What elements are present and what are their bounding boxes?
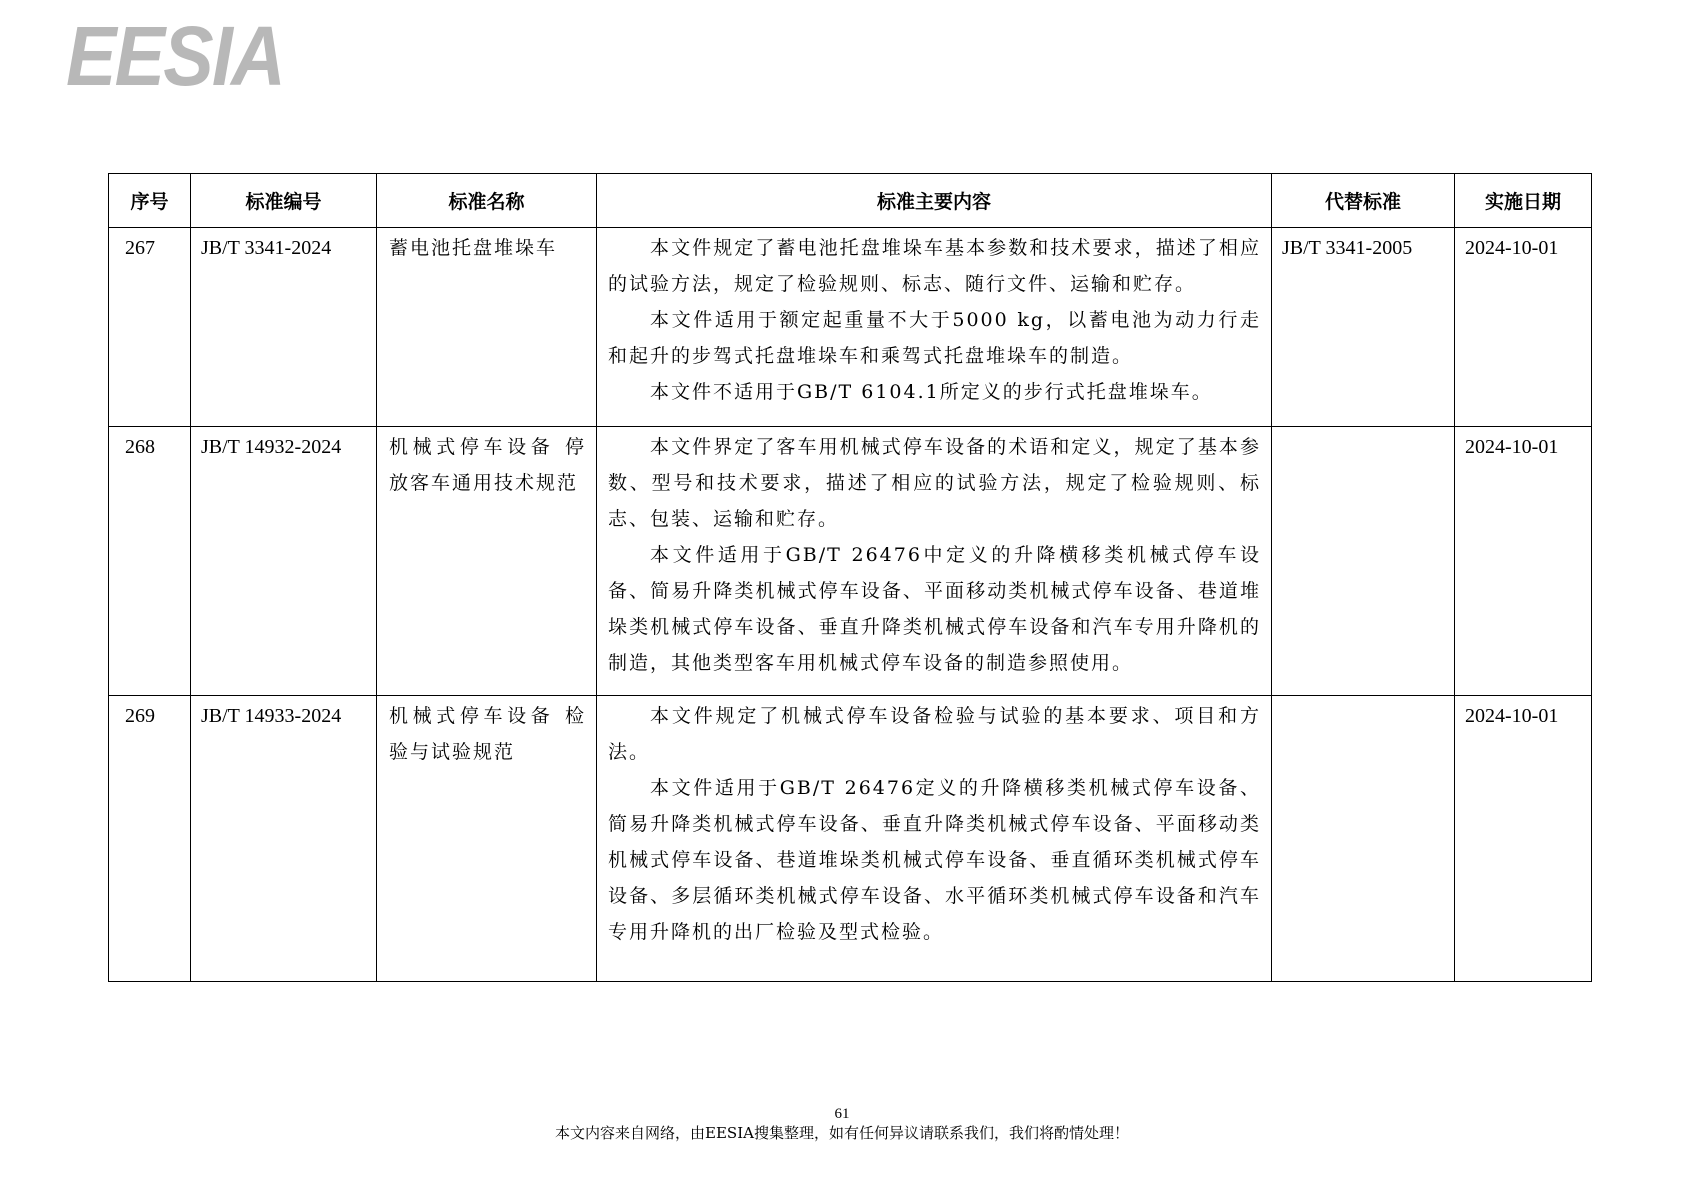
- table-row: [109, 696, 1592, 982]
- content-paragraph: 本文件不适用于GB/T 6104.1所定义的步行式托盘堆垛车。: [650, 381, 1213, 403]
- table-row: [109, 228, 1592, 427]
- cell-number: 269: [109, 696, 191, 982]
- cell-effective-date: 2024-10-01: [1455, 228, 1592, 427]
- page-number: 61: [834, 1106, 850, 1122]
- cell-standard-name: 蓄电池托盘堆垛车: [377, 228, 597, 427]
- cell-replaces: JB/T 3341-2005: [1272, 228, 1455, 427]
- content-paragraph: 本文件适用于GB/T 26476定义的升降横移类机械式停车设备、简易升降类机械式停车设备、垂直升降类机械式停车设备、平面移动类机械式停车设备、巷道堆垛类机械式停车设备、垂直循环类机械式停车设备、多层循环类机械式停车设备、水平循环类机械式停车设备和汽车专用升降机的出厂检验及型式检验。: [608, 777, 1261, 943]
- cell-standard-name: 机械式停车设备 检验与试验规范: [377, 696, 597, 982]
- cell-replaces: [1272, 427, 1455, 696]
- cell-main-content: [597, 228, 1272, 427]
- cell-effective-date: 2024-10-01: [1455, 427, 1592, 696]
- cell-main-content: [597, 427, 1272, 696]
- cell-number: 267: [109, 228, 191, 427]
- cell-standard-code: JB/T 14932-2024: [191, 427, 377, 696]
- cell-number: 268: [109, 427, 191, 696]
- cell-main-content: [597, 696, 1272, 982]
- footer-notice: 本文内容来自网络，由EESIA搜集整理，如有任何异议请联系我们，我们将酌情处理！: [555, 1124, 1129, 1142]
- header-standard-name: 标准名称: [377, 174, 597, 228]
- content-paragraph: 本文件规定了蓄电池托盘堆垛车基本参数和技术要求，描述了相应的试验方法，规定了检验规则、标志、随行文件、运输和贮存。: [608, 237, 1261, 295]
- content-paragraph: 本文件界定了客车用机械式停车设备的术语和定义，规定了基本参数、型号和技术要求，描述了相应的试验方法，规定了检验规则、标志、包装、运输和贮存。: [608, 436, 1261, 530]
- cell-standard-code: JB/T 3341-2024: [191, 228, 377, 427]
- eesia-logo: EESIA: [66, 9, 284, 103]
- cell-replaces: [1272, 696, 1455, 982]
- standards-table: [108, 173, 1592, 982]
- cell-effective-date: 2024-10-01: [1455, 696, 1592, 982]
- content-paragraph: 本文件适用于额定起重量不大于5000 kg，以蓄电池为动力行走和起升的步驾式托盘堆垛车和乘驾式托盘堆垛车的制造。: [608, 309, 1261, 367]
- cell-standard-name: 机械式停车设备 停放客车通用技术规范: [377, 427, 597, 696]
- header-main-content: 标准主要内容: [597, 174, 1272, 228]
- content-paragraph: 本文件规定了机械式停车设备检验与试验的基本要求、项目和方法。: [608, 705, 1261, 763]
- table-row: [109, 427, 1592, 696]
- content-paragraph: 本文件适用于GB/T 26476中定义的升降横移类机械式停车设备、简易升降类机械式停车设备、平面移动类机械式停车设备、巷道堆垛类机械式停车设备、垂直升降类机械式停车设备和汽车专用升降机的制造，其他类型客车用机械式停车设备的制造参照使用。: [608, 544, 1261, 674]
- header-number: 序号: [109, 174, 191, 228]
- cell-standard-code: JB/T 14933-2024: [191, 696, 377, 982]
- header-standard-code: 标准编号: [191, 174, 377, 228]
- table-header-row: [109, 174, 1592, 228]
- header-effective-date: 实施日期: [1455, 174, 1592, 228]
- header-replaces: 代替标准: [1272, 174, 1455, 228]
